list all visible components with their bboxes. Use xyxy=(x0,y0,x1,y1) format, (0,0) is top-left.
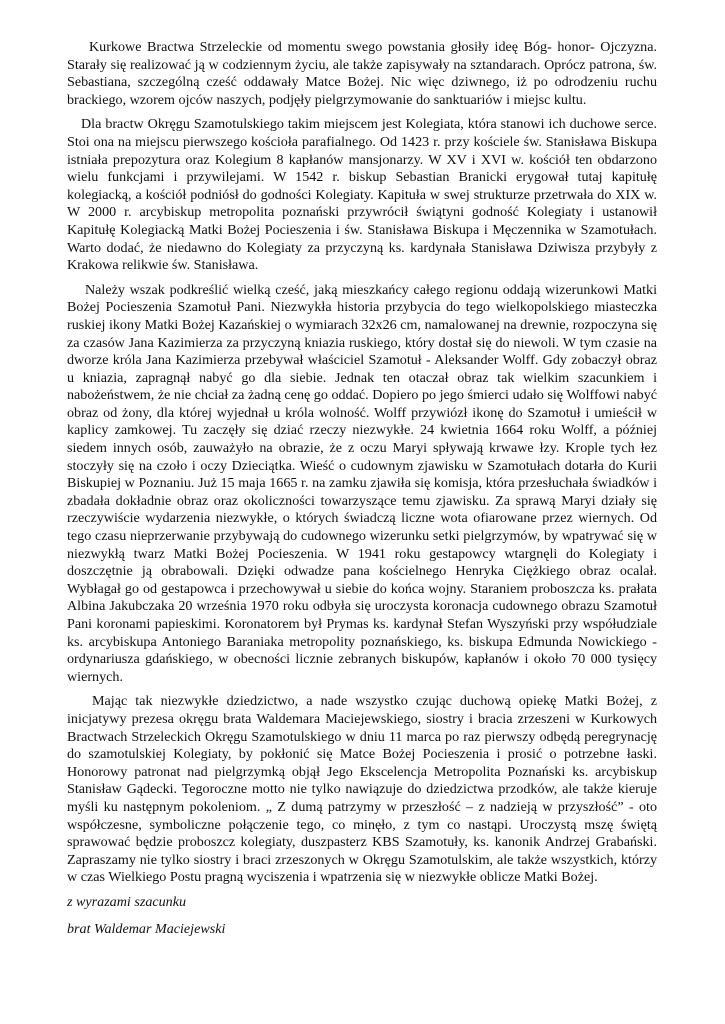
signature: brat Waldemar Maciejewski xyxy=(67,920,226,937)
letter-page xyxy=(67,39,657,938)
paragraph-icon-history: Należy wszak podkreślić wielką cześć, jaką mieszkańcy całego regionu oddają wizerunkowi Matki Bożej Pocieszenia Szamotuł Pani. Niezwykła historia przybycia do tego wielkopolskiego miasteczka ruskiej ikony Matki Bożej Kazańskiej o wymiarach 32x26 cm, namalowanej na drewnie, rozpoczyna się za czasów Jana Kazimierza za przyczyną kniazia ruskiego, który dostał się do niewoli. W tym czasie na dworze króla Jana Kazimierza przebywał właściciel Szamotuł - Aleksander Wolff. Gdy zobaczył obraz u kniazia, zapragnął nabyć go dla siebie. Jednak ten otaczał obraz tak wielkim szacunkiem i nabożeństwem, że nie chciał za żadną cenę go oddać. Dopiero po jego śmierci udało się Wolffowi nabyć obraz od żony, dla której wyjednał u króla wolność. Wolff przywiózł ikonę do Szamotuł i umieścił w kaplicy zamkowej. Tu zaczęły się dziać rzeczy niezwykłe. 24 kwietnia 1664 roku Wolff, a później siedem innych osób, zauważyło na obrazie, że z oczu Maryi spływają krwawe łzy. Krople tych łez stoczyły się na czoło i oczy Dzieciątka. Wieść o cudownym zjawisku w Szamotułach dotarła do Kurii Biskupiej w Poznaniu. Już 15 maja 1665 r. na zamku zjawiła się komisja, która przesłuchała świadków i zbadała dokładnie obraz oraz okoliczności towarzyszące temu zjawisku. Za sprawą Maryi działy się rzeczywiście wydarzenia niezwykłe, o których świadczą liczne wota ofiarowane przez wiernych. Od tego czasu nieprzerwanie przybywają do cudownego wizerunku setki pielgrzymów, by wpatrywać się w niezwykłą twarz Matki Bożej Pocieszenia. W 1941 roku gestapowcy wtargnęli do Kolegiaty i doszczętnie ją obrabowali. Dzięki odwadze pana kościelnego Henryka Ciężkiego obraz ocalał. Wybłagał go od gestapowca i przechowywał u siebie do końca wojny. Staraniem proboszcza ks. prałata Albina Jakubczaka 20 września 1970 roku odbyła się uroczysta koronacja cudownego obrazu Szamotuł Pani koronami papieskimi. Koronatorem był Prymas ks. kardynał Stefan Wyszyński przy współudziale ks. arcybiskupa Antoniego Baraniaka metropolity poznańskiego, ks. biskupa Edmunda Nowickiego - ordynariusza gdańskiego, w obecności licznie zebranych biskupów, kapłanów i około 70 000 tysięcy wiernych. xyxy=(67,281,657,685)
paragraph-pilgrimage: Mając tak niezwykłe dziedzictwo, a nade wszystko czując duchową opiekę Matki Bożej, z inicjatywy prezesa okręgu brata Waldemara Maciejewskiego, siostry i bracia zrzeszeni w Kurkowych Bractwach Strzeleckich Okręgu Szamotulskiego w dniu 11 marca po raz pierwszy odbędą peregrynację do szamotulskiej Kolegiaty, by pokłonić się Matce Bożej Pocieszenia i prosić o potrzebne łaski. Honorowy patronat nad pielgrzymką objął Jego Ekscelencja Metropolita Poznański ks. arcybiskup Stanisław Gądecki. Tegoroczne motto nie tylko nawiązuje do dziedzictwa przodków, ale także kieruje myśli ku następnym pokoleniom. „ Z dumą patrzymy w przeszłość – z nadzieją w przyszłość” - oto współczesne, symboliczne połączenie tego, co minęło, z tym co nastąpi. Uroczystą mszę świętą sprawować będzie proboszcz kolegiaty, duszpasterz KBS Szamotuły, ks. kanonik Andrzej Grabański. Zapraszamy nie tylko siostry i braci zrzeszonych w Okręgu Szamotulskim, ale także wszystkich, którzy w czas Wielkiego Postu pragną wyciszenia i wpatrzenia się w niezwykłe oblicze Matki Bożej. xyxy=(67,693,657,886)
paragraph-kolegiata: Dla bractw Okręgu Szamotulskiego takim miejscem jest Kolegiata, która stanowi ich duchowe serce. Stoi ona na miejscu pierwszego kościoła parafialnego. Od 1423 r. przy kościele św. Stanisława Biskupa istniała prepozytura oraz Kolegium 8 kapłanów mansjonarzy. W XV i XVI w. kościół ten obdarzono wielu funkcjami i przywilejami. W 1542 r. biskup Sebastian Branicki erygował tutaj kapitułę kolegiacką, a kościół podniósł do godności Kolegiaty. Kapituła w swej strukturze przetrwała do XIX w. W 2000 r. arcybiskup metropolita poznański przywrócił świątyni godność Kolegiaty i ustanowił Kapitułę Kolegiacką Matki Bożej Pocieszenia i św. Stanisława Biskupa i Męczennika w Szamotułach. Warto dodać, że niedawno do Kolegiaty za przyczyną ks. kardynała Stanisława Dziwisza przybyły z Krakowa relikwie św. Stanisława. xyxy=(67,116,657,274)
paragraph-intro: Kurkowe Bractwa Strzeleckie od momentu swego powstania głosiły ideę Bóg- honor- Ojczyzna. Starały się realizować ją w codziennym życiu, ale także zapisywały na sztandarach. Oprócz patrona, św. Sebastiana, szczególną cześć oddawały Matce Bożej. Nic więc dziwnego, iż po odrodzeniu ruchu brackiego, wzorem ojców naszych, podjęły pielgrzymowanie do sanktuariów i miejsc kultu. xyxy=(67,39,657,108)
closing-line: z wyrazami szacunku xyxy=(67,893,187,910)
